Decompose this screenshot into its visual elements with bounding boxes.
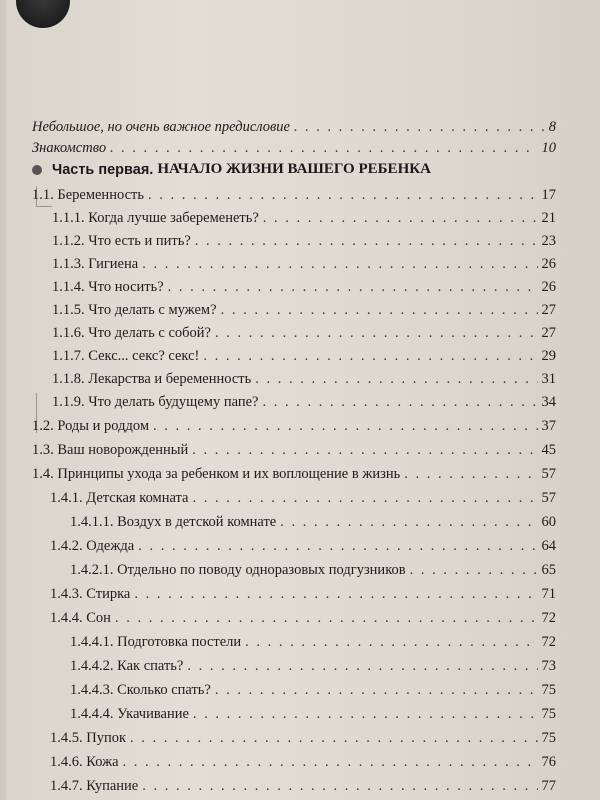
- toc-entry-title: Что делать с собой?: [88, 325, 211, 341]
- leader-dots: [245, 633, 537, 651]
- toc-entry-title: Отдельно по поводу одноразовых подгузников: [117, 562, 406, 578]
- toc-page-number: 21: [541, 210, 556, 226]
- toc-entry-number: 1.4.7.: [50, 778, 83, 794]
- part-label: Часть первая.: [52, 161, 154, 178]
- toc-entry-title: Что есть и пить?: [88, 233, 191, 249]
- toc-entry-number: 1.4.6.: [50, 754, 83, 770]
- leader-dots: [142, 255, 537, 273]
- toc-page-number: 27: [541, 302, 556, 318]
- hole-punch-shape: [16, 0, 70, 28]
- toc-entry-title: Гигиена: [88, 256, 139, 272]
- toc-entry-number: 1.1.4.: [52, 279, 85, 295]
- toc-entry[interactable]: [32, 465, 556, 483]
- leader-dots: [280, 513, 537, 531]
- toc-entry-number: 1.4.4.1.: [70, 634, 114, 650]
- toc-page-number: 76: [541, 754, 556, 770]
- toc-entry-acquaintance[interactable]: [32, 139, 556, 157]
- toc-page-number: 37: [541, 418, 556, 434]
- toc-entry-number: 1.4.2.: [50, 538, 83, 554]
- toc-entry-title: Что делать с мужем?: [88, 302, 217, 318]
- toc-entry-title: Стирка: [86, 586, 131, 602]
- toc-entry-title: Небольшое, но очень важное предисловие: [32, 119, 290, 135]
- toc-entry[interactable]: [52, 324, 556, 342]
- toc-entry-title: Что делать будущему папе?: [88, 394, 259, 410]
- leader-dots: [193, 489, 538, 507]
- toc-page-number: 23: [541, 233, 556, 249]
- toc-entry[interactable]: [52, 255, 556, 273]
- toc-page-number: 64: [541, 538, 556, 554]
- leader-dots: [262, 393, 537, 411]
- toc-entry[interactable]: [70, 705, 556, 723]
- toc-entry-number: 1.4.4.3.: [70, 682, 114, 698]
- toc-page-number: 8: [548, 119, 556, 135]
- toc-entry[interactable]: [32, 186, 556, 204]
- leader-dots: [215, 681, 538, 699]
- toc-entry[interactable]: [70, 657, 556, 675]
- toc-page-number: 34: [541, 394, 556, 410]
- toc-entry-number: 1.1.9.: [52, 394, 85, 410]
- toc-entry[interactable]: [50, 777, 556, 795]
- part-title: НАЧАЛО ЖИЗНИ ВАШЕГО РЕБЕНКА: [157, 161, 431, 177]
- toc-entry-title: Знакомство: [32, 140, 107, 156]
- toc-entry[interactable]: [50, 537, 556, 555]
- toc-entry[interactable]: [52, 370, 556, 388]
- toc-entry-number: 1.1.7.: [52, 348, 85, 364]
- toc-page-number: 45: [541, 442, 556, 458]
- toc-page-number: 26: [541, 279, 556, 295]
- toc-entry-number: 1.1.8.: [52, 371, 85, 387]
- toc-entry-title: Подготовка постели: [117, 634, 242, 650]
- toc-page-number: 29: [541, 348, 556, 364]
- toc-entry-title: Когда лучше забеременеть?: [88, 210, 259, 226]
- leader-dots: [142, 777, 537, 795]
- toc-entry[interactable]: [50, 489, 556, 507]
- toc-entry-number: 1.1.2.: [52, 233, 85, 249]
- leader-dots: [195, 232, 538, 250]
- toc-page-number: 60: [541, 514, 556, 530]
- leader-dots: [138, 537, 537, 555]
- toc-entry[interactable]: [50, 753, 556, 771]
- toc-page-number: 31: [541, 371, 556, 387]
- leader-dots: [130, 729, 537, 747]
- toc-entry-number: 1.1.6.: [52, 325, 85, 341]
- toc-page-number: 72: [541, 634, 556, 650]
- frame-line: [36, 206, 52, 207]
- toc-entry-title: Воздух в детской комнате: [117, 514, 277, 530]
- leader-dots: [193, 705, 538, 723]
- toc-entry-title: Принципы ухода за ребенком и их воплощение в жизнь: [57, 466, 401, 482]
- bullet-icon: [32, 165, 42, 175]
- toc-entry-number: 1.1.: [32, 187, 54, 203]
- toc-entry-title: Купание: [86, 778, 139, 794]
- leader-dots: [134, 585, 537, 603]
- leader-dots: [187, 657, 537, 675]
- toc-entry-title: Роды и роддом: [57, 418, 150, 434]
- toc-entry-title: Лекарства и беременность: [88, 371, 252, 387]
- toc-entry[interactable]: [52, 278, 556, 296]
- leader-dots: [115, 609, 538, 627]
- toc-entry-number: 1.3.: [32, 442, 54, 458]
- toc-entry-title: Что носить?: [88, 279, 164, 295]
- toc-entry-title: Укачивание: [117, 706, 189, 722]
- leader-dots: [168, 278, 538, 296]
- toc-page-number: 75: [541, 706, 556, 722]
- toc-entry-number: 1.4.1.: [50, 490, 83, 506]
- toc-page-number: 72: [541, 610, 556, 626]
- toc-entry-number: 1.4.4.4.: [70, 706, 114, 722]
- toc-entry[interactable]: [32, 417, 556, 435]
- toc-page-number: 57: [541, 490, 556, 506]
- toc-entry-title: Секс... секс? секс!: [88, 348, 200, 364]
- toc-page-number: 17: [541, 187, 556, 203]
- toc-page-number: 65: [541, 562, 556, 578]
- toc-entry-number: 1.4.: [32, 466, 54, 482]
- toc-entry[interactable]: [70, 513, 556, 531]
- toc-entry[interactable]: [50, 585, 556, 603]
- toc-page-number: 57: [541, 466, 556, 482]
- toc-page-number: 75: [541, 730, 556, 746]
- leader-dots: [203, 347, 537, 365]
- toc-page-number: 73: [541, 658, 556, 674]
- toc-entry-title: Как спать?: [117, 658, 184, 674]
- toc-entry-number: 1.4.5.: [50, 730, 83, 746]
- toc-entry[interactable]: [50, 729, 556, 747]
- toc-entry-number: 1.4.3.: [50, 586, 83, 602]
- toc-page-number: 75: [541, 682, 556, 698]
- leader-dots: [110, 139, 537, 157]
- leader-dots: [148, 186, 538, 204]
- leader-dots: [215, 324, 538, 342]
- toc-entry[interactable]: [70, 633, 556, 651]
- leader-dots: [410, 561, 538, 579]
- toc-entry-title: Сколько спать?: [117, 682, 211, 698]
- toc-page-number: 26: [541, 256, 556, 272]
- toc-entry-title: Кожа: [86, 754, 119, 770]
- toc-entry-number: 1.1.5.: [52, 302, 85, 318]
- toc-entry[interactable]: [52, 232, 556, 250]
- toc-entry-number: 1.4.1.1.: [70, 514, 114, 530]
- toc-entry[interactable]: [52, 393, 556, 411]
- toc-entry[interactable]: [52, 209, 556, 227]
- toc-entry[interactable]: [52, 347, 556, 365]
- toc-entry-number: 1.4.2.1.: [70, 562, 114, 578]
- toc-entry-title: Беременность: [57, 187, 144, 203]
- toc-entry-number: 1.1.3.: [52, 256, 85, 272]
- toc-entry-title: Сон: [86, 610, 111, 626]
- toc-entry[interactable]: [32, 441, 556, 459]
- toc-entry[interactable]: [50, 609, 556, 627]
- toc-page-number: 10: [541, 140, 556, 156]
- toc-entry-number: 1.1.1.: [52, 210, 85, 226]
- toc-entry-number: 1.4.4.2.: [70, 658, 114, 674]
- leader-dots: [294, 118, 545, 136]
- toc-entry-title: Ваш новорожденный: [57, 442, 189, 458]
- leader-dots: [255, 370, 537, 388]
- leader-dots: [123, 753, 538, 771]
- toc-entry-number: 1.4.4.: [50, 610, 83, 626]
- toc-entry-title: Детская комната: [86, 490, 189, 506]
- leader-dots: [221, 301, 538, 319]
- toc-entry-foreword[interactable]: [32, 118, 556, 136]
- toc-entry-title: Одежда: [86, 538, 135, 554]
- leader-dots: [192, 441, 537, 459]
- toc-entry-number: 1.2.: [32, 418, 54, 434]
- leader-dots: [153, 417, 537, 435]
- toc-entry[interactable]: [52, 301, 556, 319]
- toc-entry-title: Пупок: [86, 730, 127, 746]
- leader-dots: [404, 465, 537, 483]
- part-heading: [32, 161, 431, 178]
- toc-page-number: 27: [541, 325, 556, 341]
- toc-entry[interactable]: [70, 561, 556, 579]
- toc-entry[interactable]: [70, 681, 556, 699]
- leader-dots: [263, 209, 538, 227]
- toc-page-number: 77: [541, 778, 556, 794]
- toc-page-number: 71: [541, 586, 556, 602]
